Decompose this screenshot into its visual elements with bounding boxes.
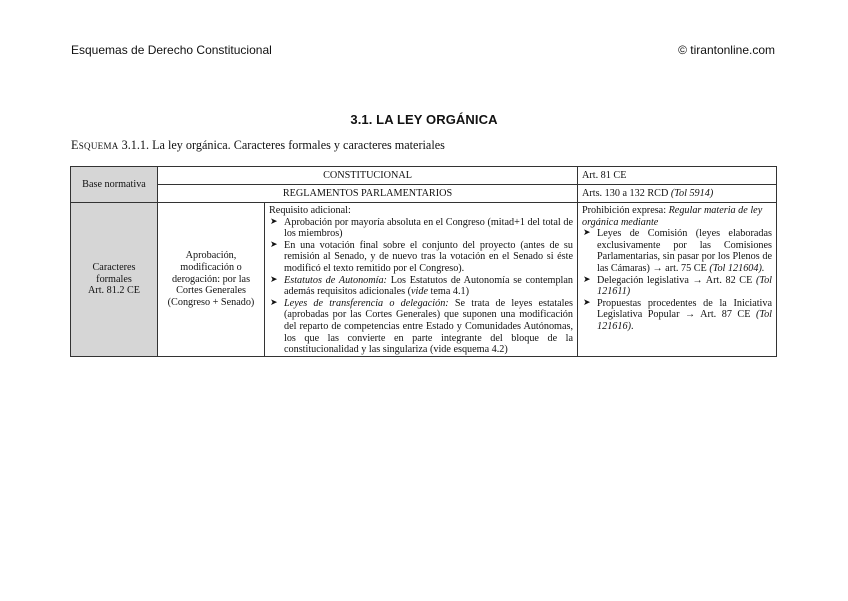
requisito-item-text: Se trata de leyes estatales (aprobadas por las Cortes Generales) que suponen una modificación del reparto de competencias entre Estado y Comunidades Autónomas, los que las convierte en parte integrante del bloque de la constitucionalidad y las singulariza (vide esquema 4.2) (284, 297, 573, 356)
arrowhead-bullet-icon: ➤ (270, 274, 278, 285)
list-item (269, 240, 573, 275)
table-row-constitucional (71, 167, 777, 185)
caracteres-label-1: Caracteres (92, 261, 136, 273)
requisito-item-text: En una votación final sobre el conjunto del proyecto (antes de su remisión al Senado, y de nuevo tras la votación en el Senado si éste modificó el texto remitido por el Congreso). (284, 239, 573, 274)
prohibicion-intro-italic: Regular materia de ley orgánica mediante (582, 205, 763, 228)
requisito-item-text: Los Estatutos de Autonomía se contemplan además requisitos adicionales ( (284, 274, 573, 298)
table-row-caracteres-formales (71, 203, 777, 357)
scheme-table (70, 166, 777, 357)
requisito-item-lead: Estatutos de Autonomía: (284, 274, 387, 286)
caracteres-label-3: Art. 81.2 CE (87, 285, 141, 297)
requisito-item-vide: vide (411, 286, 428, 298)
scheme-title: 3.1.1. La ley orgánica. Caracteres formales y caracteres materiales (121, 138, 445, 152)
requisito-list (269, 217, 573, 356)
prohibicion-item-ref: (Tol 121616) (597, 309, 772, 332)
requisito-adicional-cell (265, 203, 578, 357)
list-item (582, 298, 772, 333)
requisito-item-text: Aprobación por mayoría absoluta en el Congreso (mitad+1 del total de los miembros) (284, 216, 573, 240)
arrowhead-bullet-icon: ➤ (270, 239, 278, 250)
scheme-label: Esquema (71, 138, 119, 152)
arrowhead-bullet-icon: ➤ (270, 297, 278, 308)
requisito-item-lead: Leyes de transferencia o delegación: (284, 297, 449, 309)
prohibicion-list (582, 228, 772, 332)
arrowhead-bullet-icon: ➤ (583, 297, 591, 308)
scheme-caption (71, 138, 445, 153)
list-item (582, 228, 772, 274)
list-item (269, 217, 573, 240)
list-item (269, 298, 573, 356)
running-header-left: Esquemas de Derecho Constitucional (71, 43, 272, 57)
arrowhead-bullet-icon: ➤ (583, 274, 591, 285)
arrowhead-bullet-icon: ➤ (270, 216, 278, 227)
requisito-item-end: tema 4.1) (428, 286, 470, 298)
list-item (582, 275, 772, 298)
reglamentos-ref: Arts. 130 a 132 RCD (582, 187, 669, 199)
base-normativa-cell: Base normativa (71, 167, 158, 203)
prohibicion-item-text: Propuestas procedentes de la Iniciativa Legislativa Popular → Art. 87 CE (597, 297, 772, 321)
prohibicion-intro-text: Prohibición expresa: (582, 205, 669, 216)
prohibicion-item-ref: (Tol 121604). (709, 262, 765, 274)
prohibicion-item-text: Delegación legislativa → Art. 82 CE (597, 274, 756, 286)
prohibicion-cell (578, 203, 777, 357)
arrowhead-bullet-icon: ➤ (583, 228, 591, 239)
caracteres-label-2: formales (96, 273, 132, 285)
prohibicion-item-ref: (Tol 121611) (597, 274, 772, 298)
aprobacion-cell: Aprobación, modificación o derogación: por las Cortes Generales (Congreso + Senado) (158, 203, 265, 357)
reglamentos-ref-cell (578, 185, 777, 203)
caracteres-formales-cell (71, 203, 158, 357)
table-row-reglamentos (71, 185, 777, 203)
running-header-right: © tirantonline.com (678, 43, 775, 57)
reglamentos-cell: REGLAMENTOS PARLAMENTARIOS (158, 185, 578, 203)
section-title: 3.1. LA LEY ORGÁNICA (350, 112, 498, 127)
prohibicion-intro (582, 205, 772, 228)
prohibicion-item-end: . (630, 320, 634, 332)
reglamentos-tol: (Tol 5914) (670, 187, 714, 199)
list-item (269, 275, 573, 298)
prohibicion-item-text: Leyes de Comisión (leyes elaboradas exclusivamente por las Comisiones Parlamentarias, sin pasar por los Plenos de las Cámaras) → art. 75 CE (597, 228, 772, 274)
constitucional-cell: CONSTITUCIONAL (158, 167, 578, 185)
requisito-intro: Requisito adicional: (269, 205, 351, 216)
art-81-ref-cell: Art. 81 CE (578, 167, 777, 185)
